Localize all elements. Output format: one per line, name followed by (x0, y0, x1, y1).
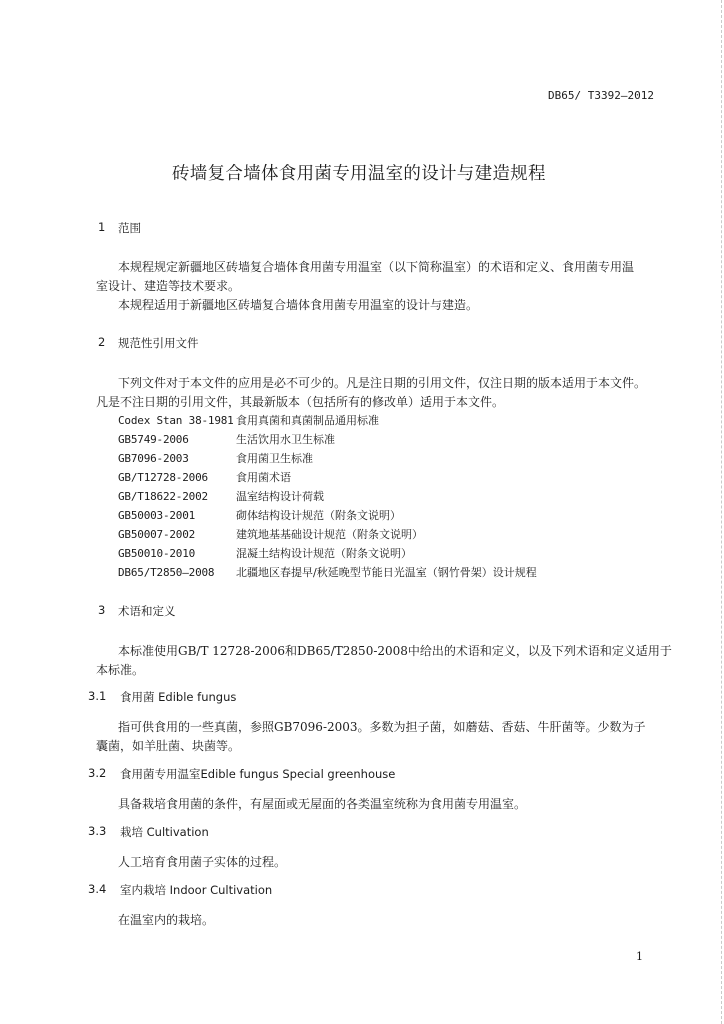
reference-name: 食用菌术语 (236, 471, 291, 484)
reference-code: GB5749-2006 (118, 433, 189, 446)
reference-code: GB50003-2001 (118, 509, 196, 522)
section-1-paragraph-1-cont: 室设计、建造等技术要求。 (96, 279, 241, 293)
section-1-paragraph-1: 本规程规定新疆地区砖墙复合墙体食用菌专用温室（以下简称温室）的术语和定义、食用菌专用温 (118, 260, 635, 274)
reference-item (118, 526, 423, 542)
reference-item (118, 507, 401, 523)
term-definition: 在温室内的栽培。 (118, 913, 215, 927)
reference-item (118, 545, 412, 561)
section-2-paragraph-1-cont: 凡是不注日期的引用文件，其最新版本（包括所有的修改单）适用于本文件。 (96, 395, 505, 409)
section-2-paragraph-1: 下列文件对于本文件的应用是必不可少的。凡是注日期的引用文件，仅注日期的版本适用于本文件。 (118, 376, 647, 390)
section-3-paragraph-1-cont: 本标准。 (96, 663, 145, 677)
document-code: DB65/ T3392—2012 (548, 89, 654, 102)
term-number: 3.1 (88, 689, 107, 703)
reference-item (118, 412, 379, 428)
reference-name: 食用真菌和真菌制品通用标准 (236, 414, 379, 427)
term-definition: 人工培育食用菌子实体的过程。 (118, 855, 287, 869)
section-2-title: 规范性引用文件 (118, 336, 199, 350)
reference-item (118, 469, 291, 485)
reference-name: 混凝土结构设计规范（附条文说明） (236, 547, 412, 560)
reference-code: GB/T12728-2006 (118, 471, 208, 484)
document-title: 砖墙复合墙体食用菌专用温室的设计与建造规程 (172, 164, 546, 184)
section-3-paragraph-1: 本标准使用GB/T 12728-2006和DB65/T2850-2008中给出的术语和定义，以及下列术语和定义适用于 (118, 644, 672, 658)
term-title: 食用菌专用温室Edible fungus Special greenhouse (120, 767, 396, 781)
reference-code: GB50007-2002 (118, 528, 196, 541)
term-title: 栽培 Cultivation (120, 825, 209, 839)
section-3-number: 3 (98, 603, 106, 617)
term-number: 3.4 (88, 882, 107, 896)
reference-code: GB/T18622-2002 (118, 490, 208, 503)
reference-code: Codex Stan 38-1981 (118, 414, 234, 427)
reference-name: 建筑地基基础设计规范（附条文说明） (236, 528, 423, 541)
term-title: 食用菌 Edible fungus (120, 690, 237, 704)
section-1-paragraph-2: 本规程适用于新疆地区砖墙复合墙体食用菌专用温室的设计与建造。 (118, 298, 479, 312)
term-definition: 指可供食用的一些真菌，参照GB7096-2003。多数为担子菌，如蘑菇、香菇、牛肝菌等。少数为子 (118, 720, 646, 734)
reference-name: 食用菌卫生标准 (236, 452, 313, 465)
term-definition: 具备栽培食用菌的条件，有屋面或无屋面的各类温室统称为食用菌专用温室。 (118, 797, 527, 811)
section-3-title: 术语和定义 (118, 604, 176, 618)
reference-item (118, 450, 313, 466)
reference-item (118, 488, 324, 504)
term-number: 3.3 (88, 824, 107, 838)
term-title: 室内栽培 Indoor Cultivation (120, 883, 273, 897)
reference-code: DB65/T2850—2008 (118, 566, 215, 579)
reference-item (118, 431, 335, 447)
reference-name: 生活饮用水卫生标准 (236, 433, 335, 446)
reference-code: GB50010-2010 (118, 547, 196, 560)
reference-name: 砌体结构设计规范（附条文说明） (236, 509, 401, 522)
reference-name: 温室结构设计荷载 (236, 490, 324, 503)
reference-item (118, 564, 537, 580)
page-number: 1 (636, 950, 643, 963)
reference-code: GB7096-2003 (118, 452, 189, 465)
term-definition-cont: 囊菌，如羊肚菌、块菌等。 (96, 739, 241, 753)
term-number: 3.2 (88, 766, 107, 780)
section-1-number: 1 (98, 220, 106, 234)
section-1-title: 范围 (118, 221, 141, 235)
reference-name: 北疆地区春提早/秋延晚型节能日光温室（钢竹骨架）设计规程 (236, 566, 537, 579)
section-2-number: 2 (98, 335, 106, 349)
